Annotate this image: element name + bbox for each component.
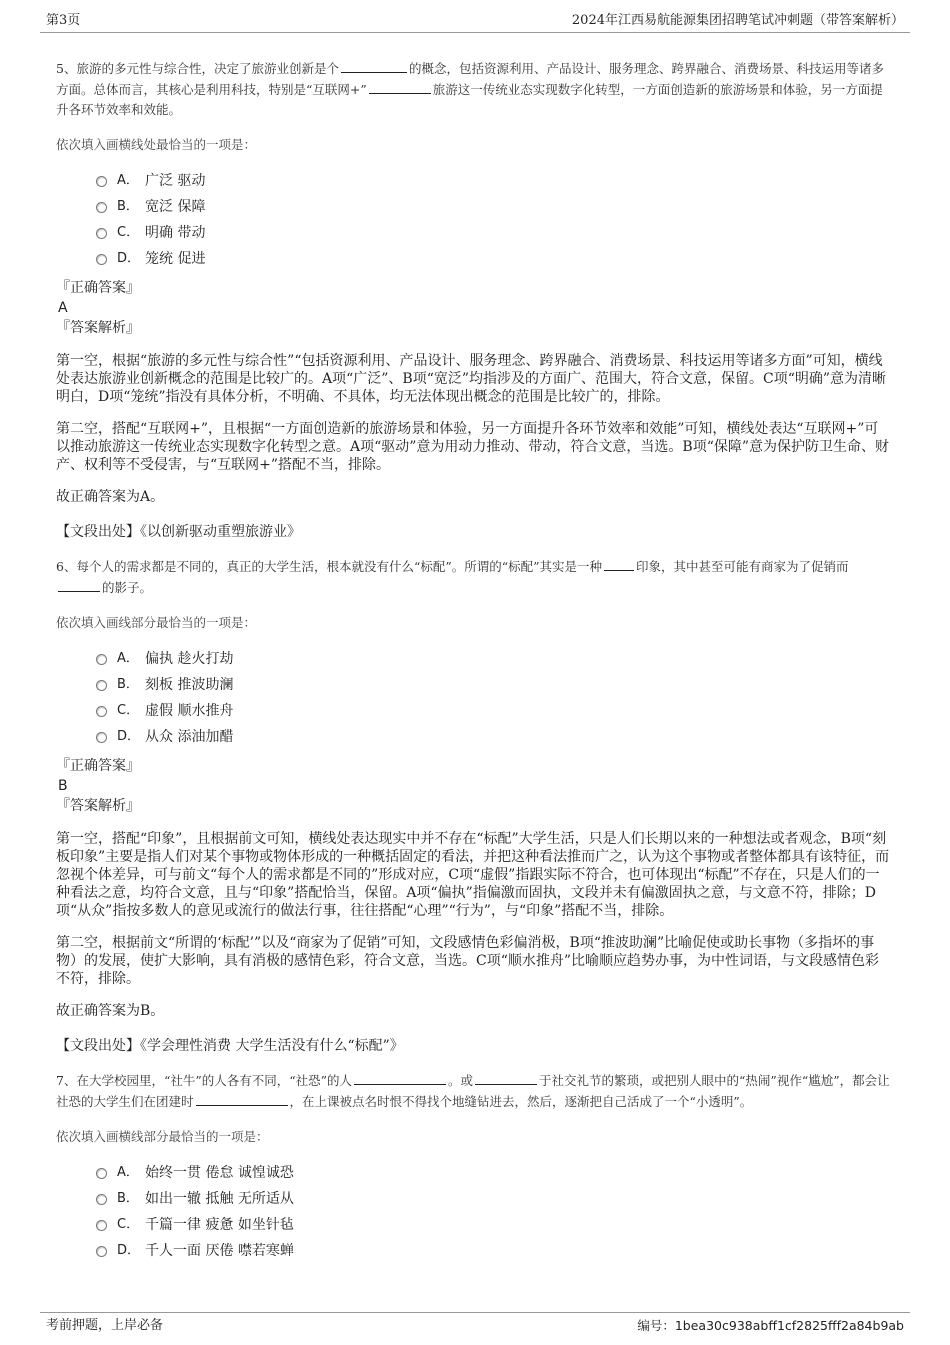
analysis-conclusion: 故正确答案为A。 bbox=[56, 489, 165, 505]
radio-icon[interactable] bbox=[96, 1194, 107, 1205]
footer-slogan: 考前押题，上岸必备 bbox=[46, 1318, 164, 1333]
radio-icon[interactable] bbox=[96, 1220, 107, 1231]
page-number: 第3页 bbox=[46, 13, 81, 28]
passage-source: 【文段出处】《学会理性消费 大学生活没有什么“标配”》 bbox=[56, 1038, 404, 1054]
analysis-paragraph: 第二空，根据前文“所谓的‘标配’”以及“商家为了促销”可知，文段感情色彩偏消极，B项“推波助澜”比喻促使或助长事物（多指坏的事物）的发展，使扩大影响，具有消极的感情色彩，符合文意，当选。C项“顺水推舟”比喻顺应趋势办事，为中性词语，与文段感情色彩不符，排除。 bbox=[56, 935, 880, 987]
analysis-paragraph: 第一空，根据“旅游的多元性与综合性”“包括资源利用、产品设计、服务理念、跨界融合、消费场景、科技运用等诸多方面”可知，横线处表达旅游业创新概念的范围是比较广的。A项“广泛”、B项“宽泛”均指涉及的方面广、范围大，符合文意，保留。C项“明确”意为清晰明白，D项“笼统”指没有具体分析，不明确、不具体，均无法体现出概念的范围是比较广的，排除。 bbox=[56, 353, 887, 405]
blank-line bbox=[354, 1070, 446, 1085]
radio-icon[interactable] bbox=[96, 228, 107, 239]
option-b[interactable]: B． 刻板 推波助澜 bbox=[96, 672, 892, 698]
page-footer bbox=[40, 1312, 910, 1335]
options-list bbox=[96, 646, 892, 750]
question-7 bbox=[56, 1070, 892, 1264]
option-b[interactable]: B． 宽泛 保障 bbox=[96, 194, 892, 220]
option-c[interactable]: C． 千篇一律 疲惫 如坐针毡 bbox=[96, 1212, 892, 1238]
document-id: 编号：1bea30c938abff1cf2825fff2a84b9ab bbox=[637, 1318, 904, 1333]
correct-answer-label: 『正确答案』 bbox=[56, 280, 140, 296]
option-a[interactable]: A． 始终一贯 倦怠 诚惶诚恐 bbox=[96, 1160, 892, 1186]
option-b[interactable]: B． 如出一辙 抵触 无所适从 bbox=[96, 1186, 892, 1212]
radio-icon[interactable] bbox=[96, 202, 107, 213]
correct-answer: B bbox=[58, 778, 68, 794]
question-prompt: 依次填入画线部分最恰当的一项是： bbox=[56, 615, 257, 630]
option-a[interactable]: A． 偏执 趁火打劫 bbox=[96, 646, 892, 672]
analysis-paragraph: 第二空，搭配“互联网+”，且根据“一方面创造新的旅游场景和体验，另一方面提升各环节效率和效能”可知，横线处表达“互联网+”可以推动旅游这一传统业态实现数字化转型之意。A项“驱动”意为用动力推动、带动，符合文意，当选。B项“保障”意为保护防卫生命、财产、权利等不受侵害，与“互联网+”搭配不当，排除。 bbox=[56, 421, 890, 473]
option-c[interactable]: C． 明确 带动 bbox=[96, 220, 892, 246]
analysis-label: 『答案解析』 bbox=[56, 798, 140, 814]
question-6 bbox=[56, 556, 892, 1056]
analysis-conclusion: 故正确答案为B。 bbox=[56, 1003, 165, 1019]
question-5 bbox=[56, 58, 892, 542]
correct-answer-label: 『正确答案』 bbox=[56, 758, 140, 774]
option-d[interactable]: D． 笼统 促进 bbox=[96, 246, 892, 272]
question-text: 6、每个人的需求都是不同的，真正的大学生活，根本就没有什么“标配”。所谓的“标配”其实是一种 印象，其中甚至可能有商家为了促销而的影子。 bbox=[56, 556, 892, 598]
question-prompt: 依次填入画横线处最恰当的一项是： bbox=[56, 137, 257, 152]
analysis-label: 『答案解析』 bbox=[56, 320, 140, 336]
page-content bbox=[56, 58, 892, 1264]
analysis-paragraph: 第一空，搭配“印象”，且根据前文可知，横线处表达现实中并不存在“标配”大学生活，只是人们长期以来的一种想法或者观念，B项“刻板印象”主要是指人们对某个事物或物体形成的一种概括固定的看法，并把这种看法推而广之，认为这个事物或者整体都具有该特征，而忽视个体差异，可与前文“每个人的需求都是不同的”形成对应，C项“虚假”指跟实际不符合，也可体现出“标配”不存在，只是人们的一种看法之意，均符合文意，且与“印象”搭配恰当，保留。A项“偏执”指偏激而固执，文段并未有偏激固执之意，与文意不符，排除；D项“从众”指按多数人的意见或流行的做法行事，往往搭配“心理”“行为”，与“印象”搭配不当，排除。 bbox=[56, 831, 890, 919]
radio-icon[interactable] bbox=[96, 654, 107, 665]
radio-icon[interactable] bbox=[96, 176, 107, 187]
blank-line bbox=[58, 577, 100, 592]
blank-line bbox=[341, 58, 407, 73]
document-title: 2024年江西易航能源集团招聘笔试冲刺题（带答案解析） bbox=[571, 13, 904, 28]
question-text: 5、旅游的多元性与综合性，决定了旅游业创新是个 的概念，包括资源利用、产品设计、服务理念、跨界融合、消费场景、科技运用等诸多方面。总体而言，其核心是利用科技，特别是“互联网+” 旅游这一传统业态实现数字化转型，一方面创造新的旅游场景和体验，另一方面提升各环节效率和效能。 bbox=[56, 58, 892, 120]
page-header bbox=[40, 12, 910, 33]
radio-icon[interactable] bbox=[96, 254, 107, 265]
options-list bbox=[96, 168, 892, 272]
passage-source: 【文段出处】《以创新驱动重塑旅游业》 bbox=[56, 524, 301, 540]
radio-icon[interactable] bbox=[96, 680, 107, 691]
radio-icon[interactable] bbox=[96, 706, 107, 717]
question-prompt: 依次填入画横线部分最恰当的一项是： bbox=[56, 1129, 269, 1144]
blank-line bbox=[196, 1091, 288, 1106]
radio-icon[interactable] bbox=[96, 1168, 107, 1179]
blank-line bbox=[604, 556, 634, 571]
option-d[interactable]: D． 从众 添油加醋 bbox=[96, 724, 892, 750]
options-list bbox=[96, 1160, 892, 1264]
radio-icon[interactable] bbox=[96, 1246, 107, 1257]
option-c[interactable]: C． 虚假 顺水推舟 bbox=[96, 698, 892, 724]
radio-icon[interactable] bbox=[96, 732, 107, 743]
blank-line bbox=[369, 79, 431, 94]
blank-line bbox=[475, 1070, 537, 1085]
correct-answer: A bbox=[58, 300, 68, 316]
option-a[interactable]: A． 广泛 驱动 bbox=[96, 168, 892, 194]
question-text: 7、在大学校园里，“社牛”的人各有不同，“社恐”的人 。或 于社交礼节的繁琐，或把别人眼中的“热闹”视作“尴尬”，都会让社恐的大学生们在团建时 ，在上课被点名时恨不得找个地缝钻进去，然后，逐渐把自己活成了一个“小透明”。 bbox=[56, 1070, 892, 1112]
option-d[interactable]: D． 千人一面 厌倦 噤若寒蝉 bbox=[96, 1238, 892, 1264]
